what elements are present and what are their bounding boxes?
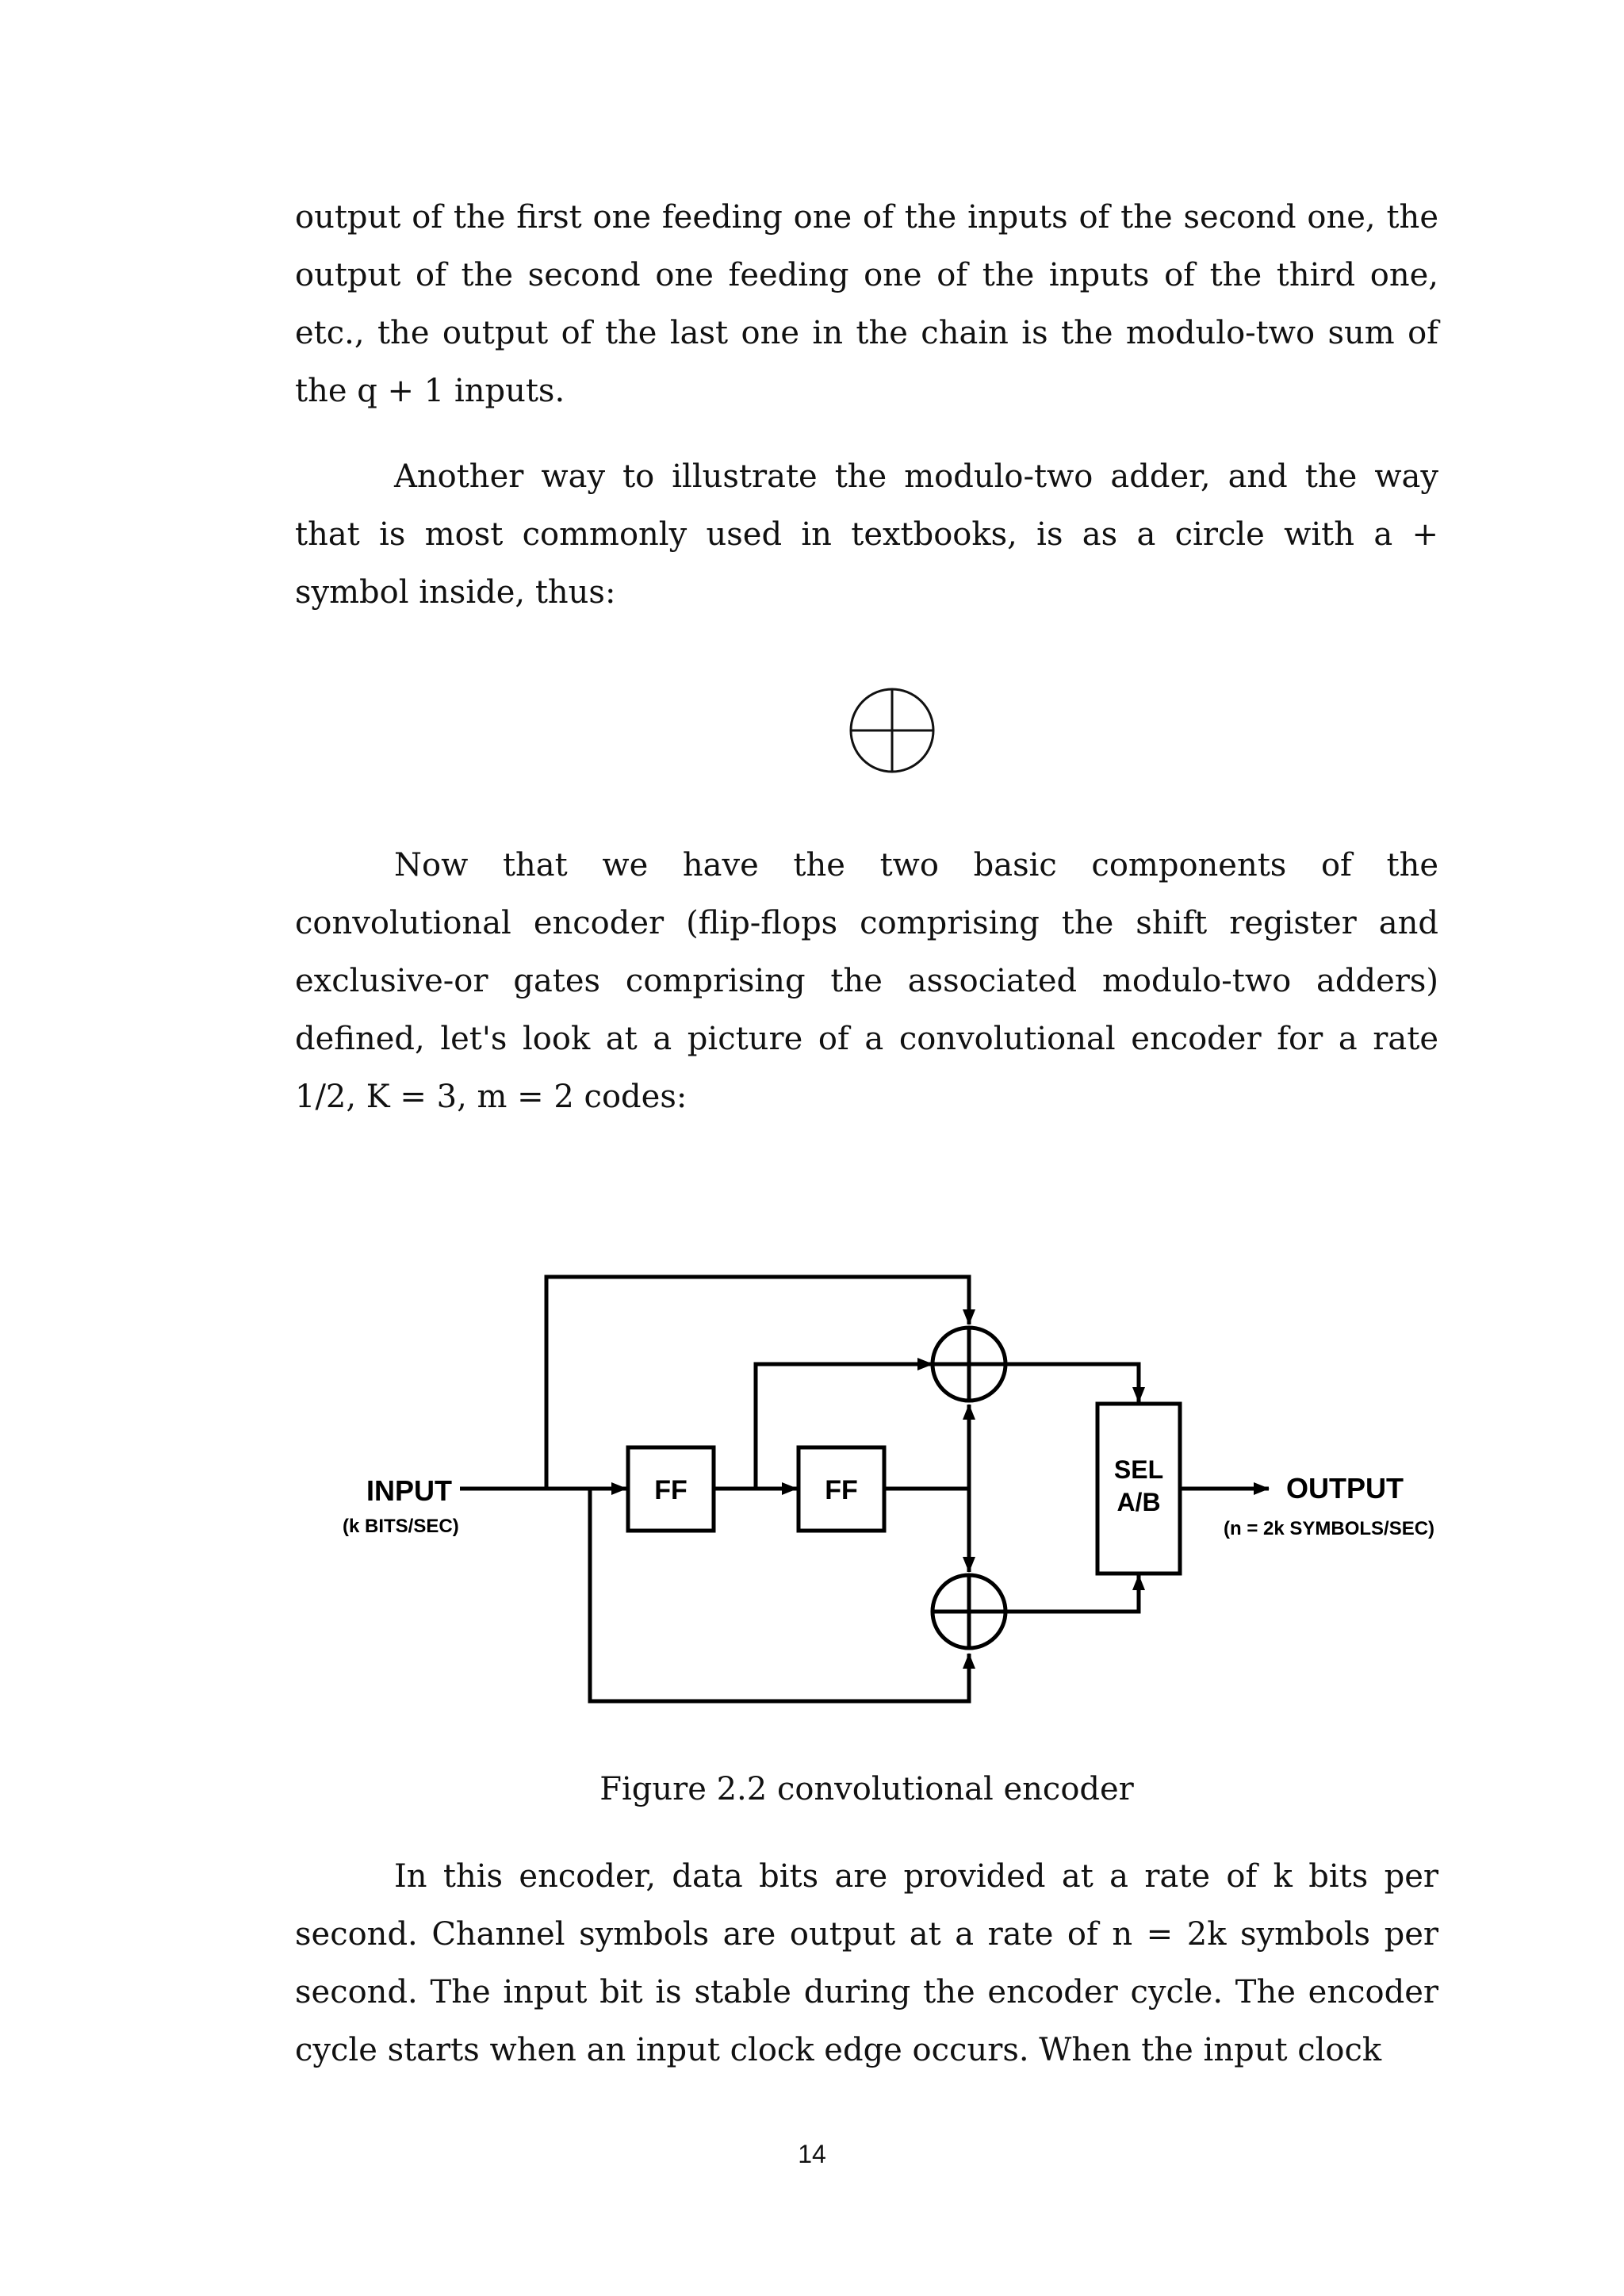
ab-label: A/B [1116,1488,1161,1516]
paragraph-1: output of the first one feeding one of the inputs of the second one, the output of the second one feeding one of the inputs of the third one, etc., the output of the last one in the chain is the modulo-two sum of the q + 1 inputs. [295,199,1438,409]
input-rate-label: (k BITS/SEC) [343,1516,459,1537]
input-label: INPUT [366,1474,452,1507]
top-adder-icon [933,1328,1005,1401]
output-rate-label: (n = 2k SYMBOLS/SEC) [1224,1518,1435,1539]
paragraph-4: In this encoder, data bits are provided at a rate of k bits per second. Channel symbols are output at a rate of n = 2k symbols per second. The input bit is stable during the encoder cycle. The encoder cycle starts when an input clock edge occurs. When the input clock [295,1858,1438,2068]
bottom-adder-icon [933,1575,1005,1648]
figure-caption: Figure 2.2 convolutional encoder [599,1771,1134,1807]
output-label: OUTPUT [1286,1472,1404,1504]
circle-plus-icon [845,684,939,777]
paragraph-2: Another way to illustrate the modulo-two adder, and the way that is most commonly used in textbooks, is as a circle with a + symbol inside, thus: [295,458,1438,611]
modulo-two-adder-symbol [845,684,939,777]
paragraph-3: Now that we have the two basic components of the convolutional encoder (flip-flops comprising the shift register and exclusive-or gates comprising the associated modulo-two adders) defined, let's look at a picture of a convolutional encoder for a rate 1/2, K = 3, m = 2 codes: [295,847,1438,1115]
page-number: 14 [798,2140,826,2168]
encoder-diagram-svg [317,1257,1507,1717]
ff2-label: FF [825,1475,858,1505]
sel-label: SEL [1113,1455,1164,1484]
ff1-label: FF [654,1475,688,1505]
convolutional-encoder-diagram [317,1257,1507,1717]
